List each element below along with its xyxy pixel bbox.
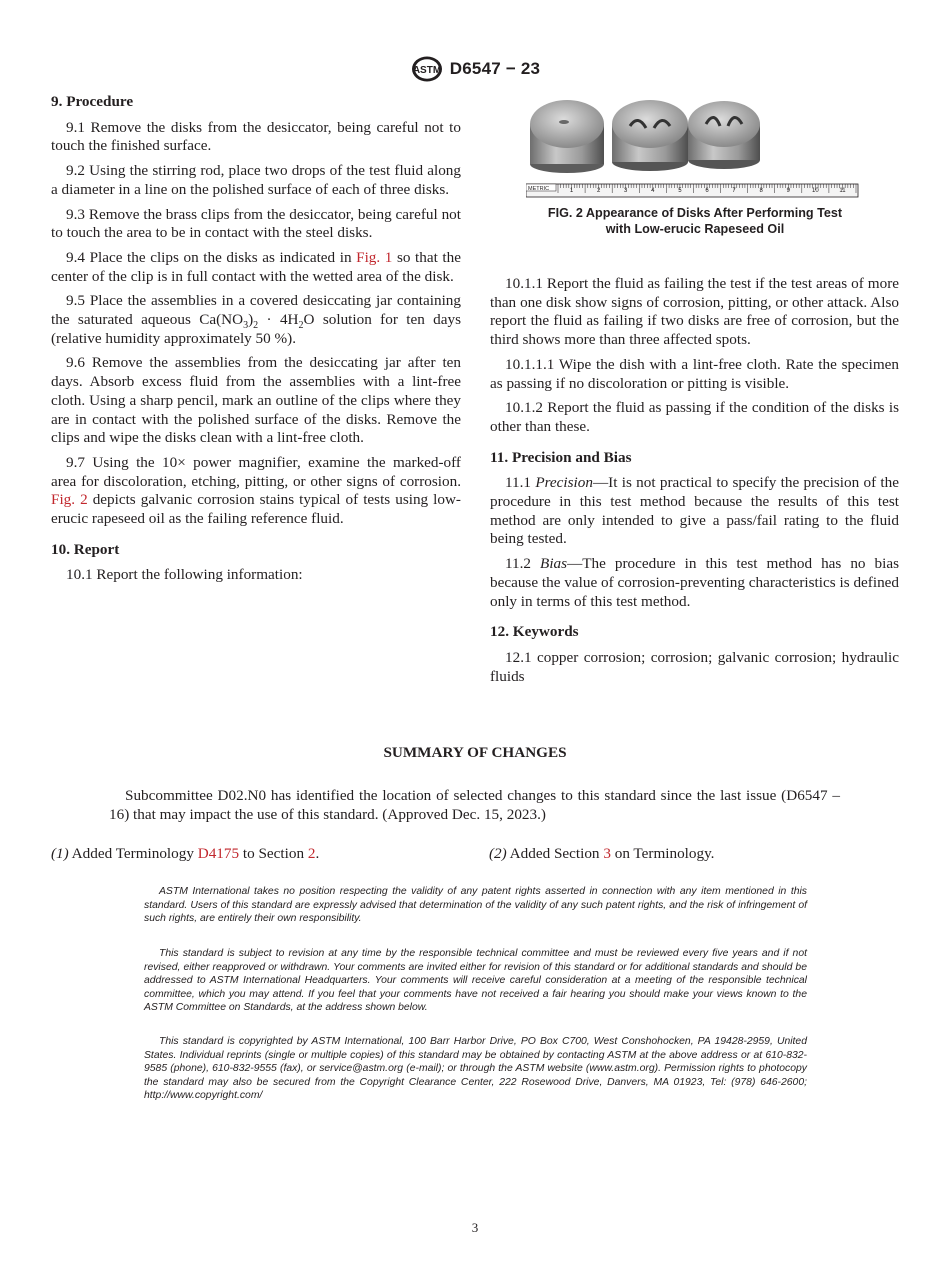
- disk-3: [688, 101, 760, 169]
- ruler-number: 9: [786, 188, 790, 194]
- para-9-1: 9.1 Remove the disks from the desiccator, being careful not to touch the finished surface.: [51, 118, 461, 155]
- fig-1-link[interactable]: Fig. 1: [356, 248, 393, 266]
- section-12-title: 12. Keywords: [490, 623, 579, 641]
- document-designation: D6547 − 23: [449, 59, 541, 78]
- section-11-title: 11. Precision and Bias: [490, 448, 632, 466]
- right-column: [490, 275, 899, 692]
- ruler-number: 1: [569, 188, 574, 194]
- para-9-7: 9.7 Using the 10× power magnifier, examine the marked-off area for discoloration, etching, pitting, or other signs of corrosion. Fig. 2 depicts galvanic corrosion stains typical of tests using low-erucic rapeseed oil as the failing reference fluid.: [51, 453, 461, 528]
- summary-title: SUMMARY OF CHANGES: [383, 744, 567, 761]
- page-number: 3: [471, 1220, 479, 1235]
- para-10-1: 10.1 Report the following information:: [66, 566, 303, 584]
- para-10-1-1: 10.1.1 Report the fluid as failing the test if the test areas of more than one disk show signs of corrosion, pitting, or other attack. Also report the fluid as failing if two disks are free of corrosion, but the third shows more than three affected spots.: [490, 275, 899, 349]
- patent-notice: ASTM International takes no position respecting the validity of any patent rights asserted in connection with any item mentioned in this standard. Users of this standard are expressly advised that determination of the validity of any such patent rights, and the risk of infringement of such rights, are entirely their own responsibility.: [144, 886, 807, 925]
- d4175-link[interactable]: D4175: [197, 845, 240, 862]
- ruler-label: METRIC: [528, 186, 550, 192]
- ruler-number: 8: [759, 188, 763, 194]
- para-9-3: 9.3 Remove the brass clips from the desiccator, being careful not to touch the area to be in contact with the steel disks.: [51, 205, 461, 242]
- copyright-notice: This standard is copyrighted by ASTM International, 100 Barr Harbor Drive, PO Box C700, West Conshohocken, PA 19428-2959, United States. Individual reprints (single or multiple copies) of this standard may be obtained by contacting ASTM at the above address or at 610-832-9585 (phone), 610-832-9555 (fax), or service@astm.org (e-mail); or through the ASTM website (www.astm.org). Permission rights to photocopy the standard may also be secured from the Copyright Clearance Center, 222 Rosewood Drive, Danvers, MA 01923, Tel: (978) 646-2600; http://www.copyright.com/: [144, 1036, 807, 1102]
- section-9-title: 9. Procedure: [51, 93, 134, 110]
- figure-2-disks-photo: [526, 96, 862, 200]
- para-10-1-2: 10.1.2 Report the fluid as passing if the condition of the disks is other than these.: [490, 399, 899, 435]
- ruler-number: 5: [678, 188, 682, 194]
- left-column: [51, 93, 461, 591]
- fig-2-link[interactable]: Fig. 2: [51, 491, 88, 509]
- ruler-number: 6: [705, 188, 709, 194]
- ruler-number: 2: [596, 188, 601, 194]
- ruler-number: 7: [732, 188, 736, 194]
- section-3-link[interactable]: 3: [603, 845, 611, 862]
- para-9-2: 9.2 Using the stirring rod, place two drops of the test fluid along a diameter in a line on the polished surface of each of three disks.: [51, 162, 461, 198]
- para-9-4: 9.4 Place the clips on the disks as indicated in Fig. 1 so that the center of the clip is in full contact with the wetted area of the disk.: [51, 248, 461, 285]
- disk-1: [530, 100, 604, 173]
- svg-text:ASTM: ASTM: [412, 65, 441, 76]
- summary-text: Subcommittee D02.N0 has identified the location of selected changes to this standard since the last issue (D6547 – 16) that may impact the use of this standard. (Approved Dec. 15, 2023.): [109, 787, 840, 823]
- para-11-2: 11.2 Bias—The procedure in this test method has no bias because the value of corrosion-preventing characteristics is defined only in terms of this test method.: [490, 555, 900, 610]
- figure-2-caption: FIG. 2 Appearance of Disks After Performing Test with Low-erucic Rapeseed Oil: [547, 206, 843, 236]
- para-10-1-1-1: 10.1.1.1 Wipe the dish with a lint-free cloth. Rate the specimen as passing if no discoloration or pitting is visible.: [490, 355, 899, 392]
- disk-2: [612, 100, 688, 171]
- para-9-5: 9.5 Place the assemblies in a covered desiccating jar containing the saturated aqueous $Ca(NO_3)_2 \cdot 4H_2O$ solution for ten days (relative humidity approximately 50 %).: [51, 292, 462, 347]
- change-item-2: (2) Added Section 3 on Terminology.: [489, 845, 715, 862]
- ruler-number: 4: [651, 188, 655, 194]
- para-9-6: 9.6 Remove the assemblies from the desiccating jar after ten days. Absorb excess fluid from the assemblies with a lint-free cloth. Using a sharp pencil, mark an outline of the clips where they are in contact with the polished surface of the disks. Remove the clips and wipe the disks clean with a lint-free cloth.: [51, 354, 461, 447]
- section-2-link[interactable]: 2: [307, 845, 316, 862]
- metric-ruler: [526, 184, 858, 197]
- para-12-1: 12.1 copper corrosion; corrosion; galvanic corrosion; hydraulic fluids: [490, 648, 899, 685]
- ruler-number: 11: [839, 188, 846, 194]
- page-header: [0, 54, 950, 84]
- astm-logo: [410, 55, 444, 83]
- para-11-1: 11.1 Precision—It is not practical to specify the precision of the procedure in this test method because the results of this test method are only intended to give a pass/fail rating to the fluid being tested.: [490, 474, 899, 548]
- section-10-title: 10. Report: [51, 540, 120, 558]
- change-item-1: (1) Added Terminology D4175 to Section 2.: [51, 845, 320, 862]
- revision-notice: This standard is subject to revision at any time by the responsible technical committee and must be reviewed every five years and if not revised, either reapproved or withdrawn. Your comments are invited either for revision of this standard or for additional standards and should be addressed to ASTM International Headquarters. Your comments will receive careful consideration at a meeting of the responsible technical committee, which you may attend. If you feel that your comments have not received a fair hearing you should make your views known to the ASTM Committee on Standards, at the address shown below.: [144, 948, 807, 1014]
- ruler-number: 10: [812, 188, 819, 194]
- ruler-number: 3: [624, 188, 628, 194]
